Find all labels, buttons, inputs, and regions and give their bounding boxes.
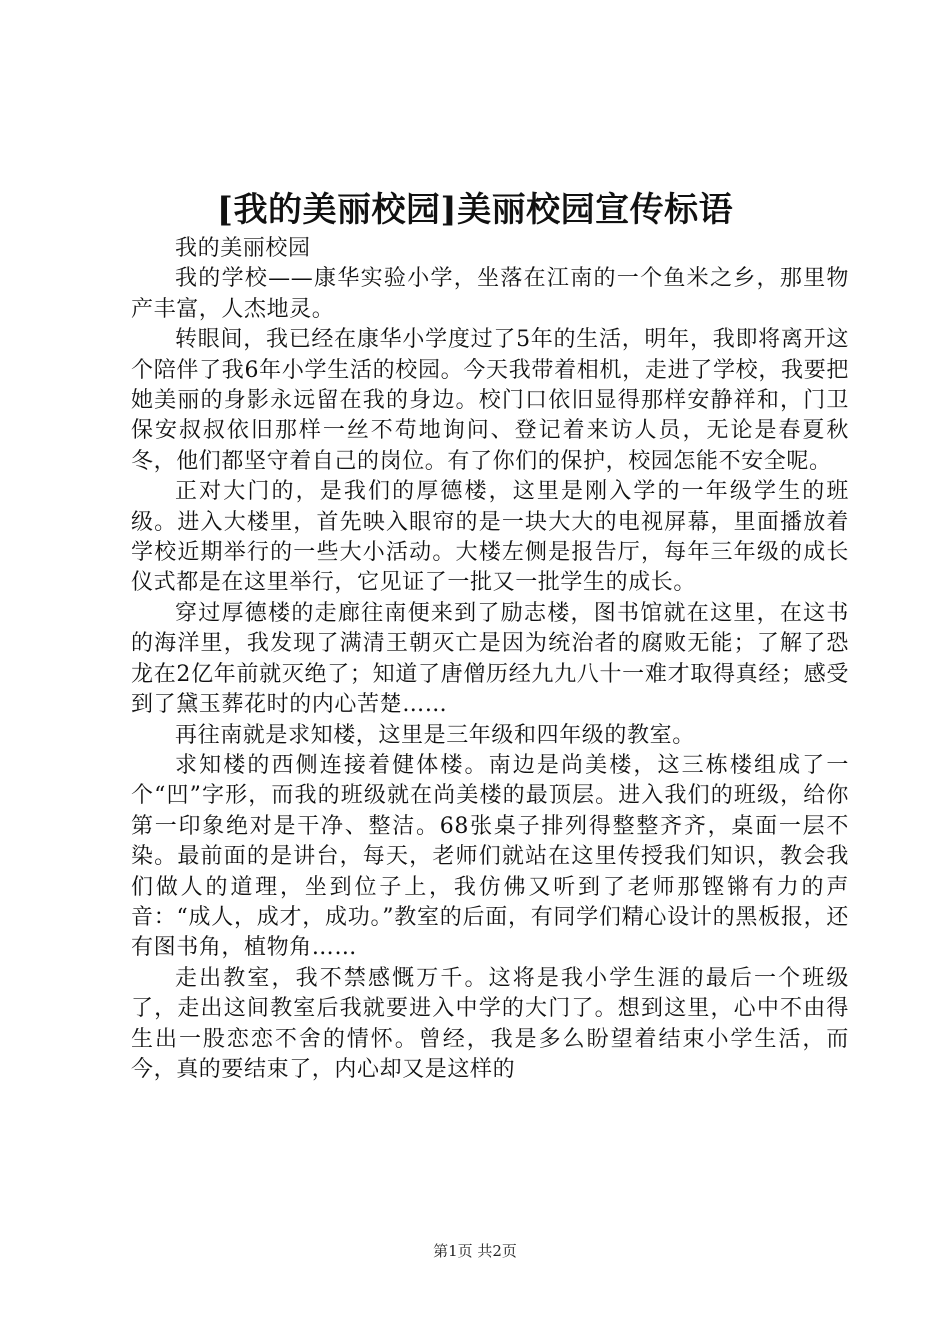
page-number-footer: 第1页 共2页 (433, 1242, 517, 1260)
paragraph: 穿过厚德楼的走廊往南便来到了励志楼，图书馆就在这里，在这书的海洋里，我发现了满清王朝灭亡是因为统治者的腐败无能；了解了恐龙在2亿年前就灭绝了；知道了唐僧历经九九八十一难才取得真经；感受到了黛玉葬花时的内心苦楚…… (131, 600, 849, 718)
document-body (131, 234, 849, 1085)
paragraph: 转眼间，我已经在康华小学度过了5年的生活，明年，我即将离开这个陪伴了我6年小学生活的校园。今天我带着相机，走进了学校，我要把她美丽的身影永远留在我的身边。校门口依旧显得那样安静祥和，门卫保安叔叔依旧那样一丝不苟地询问、登记着来访人员，无论是春夏秋冬，他们都坚守着自己的岗位。有了你们的保护，校园怎能不安全呢。 (131, 327, 849, 474)
paragraph: 走出教室，我不禁感慨万千。这将是我小学生涯的最后一个班级了，走出这间教室后我就要进入中学的大门了。想到这里，心中不由得生出一股恋恋不舍的情怀。曾经，我是多么盼望着结束小学生活，而今，真的要结束了，内心却又是这样的 (131, 965, 849, 1082)
document-title: [我的美丽校园]美丽校园宣传标语 (216, 190, 734, 230)
paragraph: 我的学校——康华实验小学，坐落在江南的一个鱼米之乡，那里物产丰富，人杰地灵。 (131, 266, 849, 322)
paragraph: 求知楼的西侧连接着健体楼。南边是尚美楼，这三栋楼组成了一个“凹”字形，而我的班级就在尚美楼的最顶层。进入我们的班级，给你第一印象绝对是干净、整洁。68张桌子排列得整整齐齐，桌面一层不染。最前面的是讲台，每天，老师们就站在这里传授我们知识，教会我们做人的道理，坐到位子上，我仿佛又听到了老师那铿锵有力的声音：“成人，成才，成功。”教室的后面，有同学们精心设计的黑板报，还有图书角，植物角…… (131, 752, 849, 961)
paragraph-subtitle: 我的美丽校园 (175, 236, 311, 261)
paragraph: 再往南就是求知楼，这里是三年级和四年级的教室。 (175, 722, 695, 748)
paragraph: 正对大门的，是我们的厚德楼，这里是刚入学的一年级学生的班级。进入大楼里，首先映入眼帘的是一块大大的电视屏幕，里面播放着学校近期举行的一些大小活动。大楼左侧是报告厅，每年三年级的成长仪式都是在这里举行，它见证了一批又一批学生的成长。 (131, 479, 849, 596)
